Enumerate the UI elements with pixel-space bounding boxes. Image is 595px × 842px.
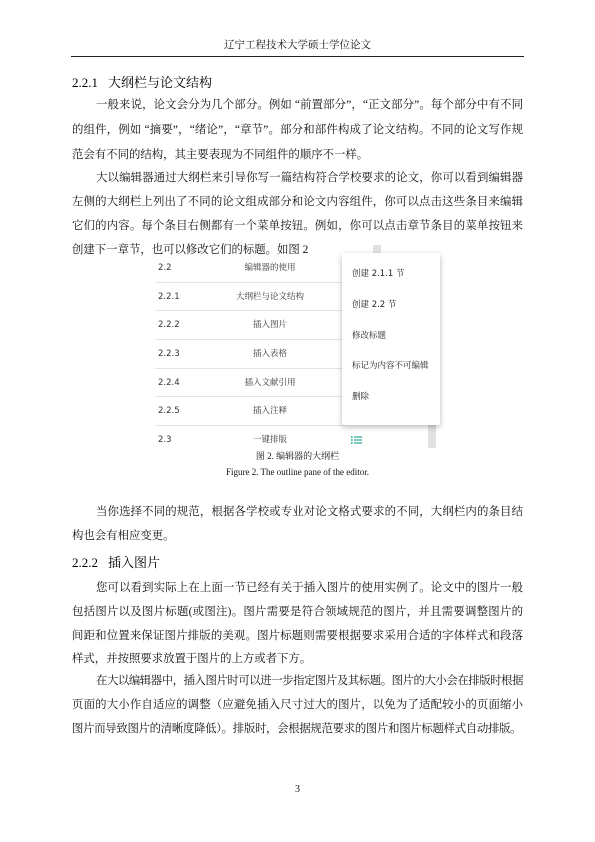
text-line: 包括图片以及图片标题(或图注)。图片需要是符合领域规范的图片，并且需要调整图片的 (72, 605, 523, 618)
outline-item (155, 283, 345, 312)
paragraph (72, 500, 523, 548)
section-heading (72, 74, 212, 92)
outline-item (155, 397, 345, 426)
outline-item-label: 插入文献引用 (244, 377, 296, 388)
pane-scrollbar-right (428, 425, 436, 448)
menu-item-delete: 删除 (352, 392, 370, 402)
outline-item-number: 2.3 (158, 435, 172, 446)
text-line: 它们的内容。每个条目右侧都有一个菜单按钮。例如，你可以点击章节条目的菜单按钮来 (72, 220, 523, 232)
outline-item-number: 2.2.2 (158, 320, 180, 331)
section-number: 2.2.2 (72, 555, 98, 570)
outline-item-number: 2.2.5 (158, 406, 180, 417)
outline-item-label: 一键排版 (252, 435, 287, 446)
outline-item-number: 2.2.4 (158, 377, 180, 388)
paragraph (72, 669, 523, 741)
text-line: 间距和位置来保证图片排版的美观。图片标题则需要根据要求采用合适的字体样式和段落 (72, 629, 523, 642)
text-line: 范会有不同的结构，其主要表现为不同组件的顺序不一样。 (72, 148, 369, 161)
outline-item (155, 340, 345, 369)
menu-item-edit-title: 修改标题 (352, 330, 387, 341)
outline-item-number: 2.2.1 (158, 291, 180, 302)
header-rule (71, 56, 524, 57)
menu-item-create-2-2: 创建 2.2 节 (352, 299, 397, 310)
text-line: 您可以看到实际上在上面一节已经有关于插入图片的使用实例了。论文中的图片一般 (96, 582, 523, 594)
outline-item-number: 2.2.3 (158, 349, 180, 360)
section-title: 大纲栏与论文结构 (108, 76, 213, 91)
text-line: 创建下一章节，也可以修改它们的标题。如图 2 (72, 244, 309, 256)
outline-item (155, 369, 345, 398)
section-heading (72, 554, 160, 572)
text-line: 左侧的大纲栏上列出了不同的论文组成部分和论文内容组件，你可以点击这些条目来编辑 (72, 196, 523, 208)
outline-item (155, 254, 345, 283)
outline-item-label: 插入注释 (252, 406, 287, 417)
text-line: 图片而导致图片的清晰度降低）。排版时，会根据规范要求的图片和图片标题样式自动排版。 (72, 723, 522, 735)
context-menu (342, 253, 440, 425)
figure-caption-chinese: 图 2. 编辑器的大纲栏 (255, 451, 340, 461)
outline-item-number: 2.2 (158, 263, 172, 273)
page-number: 3 (295, 784, 300, 795)
outline-item-label: 插入表格 (252, 349, 287, 360)
figure-outline-screenshot (150, 245, 445, 448)
text-line: 在大以编辑器中，插入图片时可以进一步指定图片及其标题。图片的大小会在排版时根据 (96, 675, 523, 687)
text-line: 一般来说，论文会分为几个部分。例如 “前置部分”，“正文部分”。每个部分中有不同 (96, 98, 523, 111)
section-title: 插入图片 (108, 556, 161, 571)
outline-item-label: 大纲栏与论文结构 (235, 291, 304, 302)
text-line: 页面的大小作自适应的调整（应避免插入尺寸过大的图片，以免为了适配较小的页面缩小 (72, 699, 523, 711)
text-line: 的组件，例如 “摘要”，“绪论”，“章节”。部分和部件构成了论文结构。不同的论文写作规 (72, 123, 523, 136)
outline-item-label: 插入图片 (252, 320, 287, 331)
outline-item (155, 426, 345, 448)
menu-item-create-2-1-1: 创建 2.1.1 节 (352, 269, 405, 279)
paragraph (72, 93, 523, 168)
running-header: 辽宁工程技术大学硕士学位论文 (224, 40, 371, 51)
paragraph (72, 577, 523, 672)
menu-item-mark-readonly: 标记为内容不可编辑 (352, 361, 429, 372)
list-icon (351, 436, 362, 444)
outline-item-label: 编辑器的使用 (244, 263, 296, 273)
outline-item (155, 311, 345, 340)
section-number: 2.2.1 (72, 75, 98, 90)
text-line: 构也会有相应变更。 (72, 530, 175, 542)
figure-caption-english: Figure 2. The outline pane of the editor. (225, 467, 370, 477)
outline-pane (155, 254, 345, 448)
text-line: 样式，并按照要求放置于图片的上方或者下方。 (72, 653, 312, 666)
text-line: 大以编辑器通过大纲栏来引导你写一篇结构符合学校要求的论文，你可以看到编辑器 (96, 172, 523, 184)
text-line: 当你选择不同的规范，根据各学校或专业对论文格式要求的不同，大纲栏内的条目结 (96, 506, 523, 518)
